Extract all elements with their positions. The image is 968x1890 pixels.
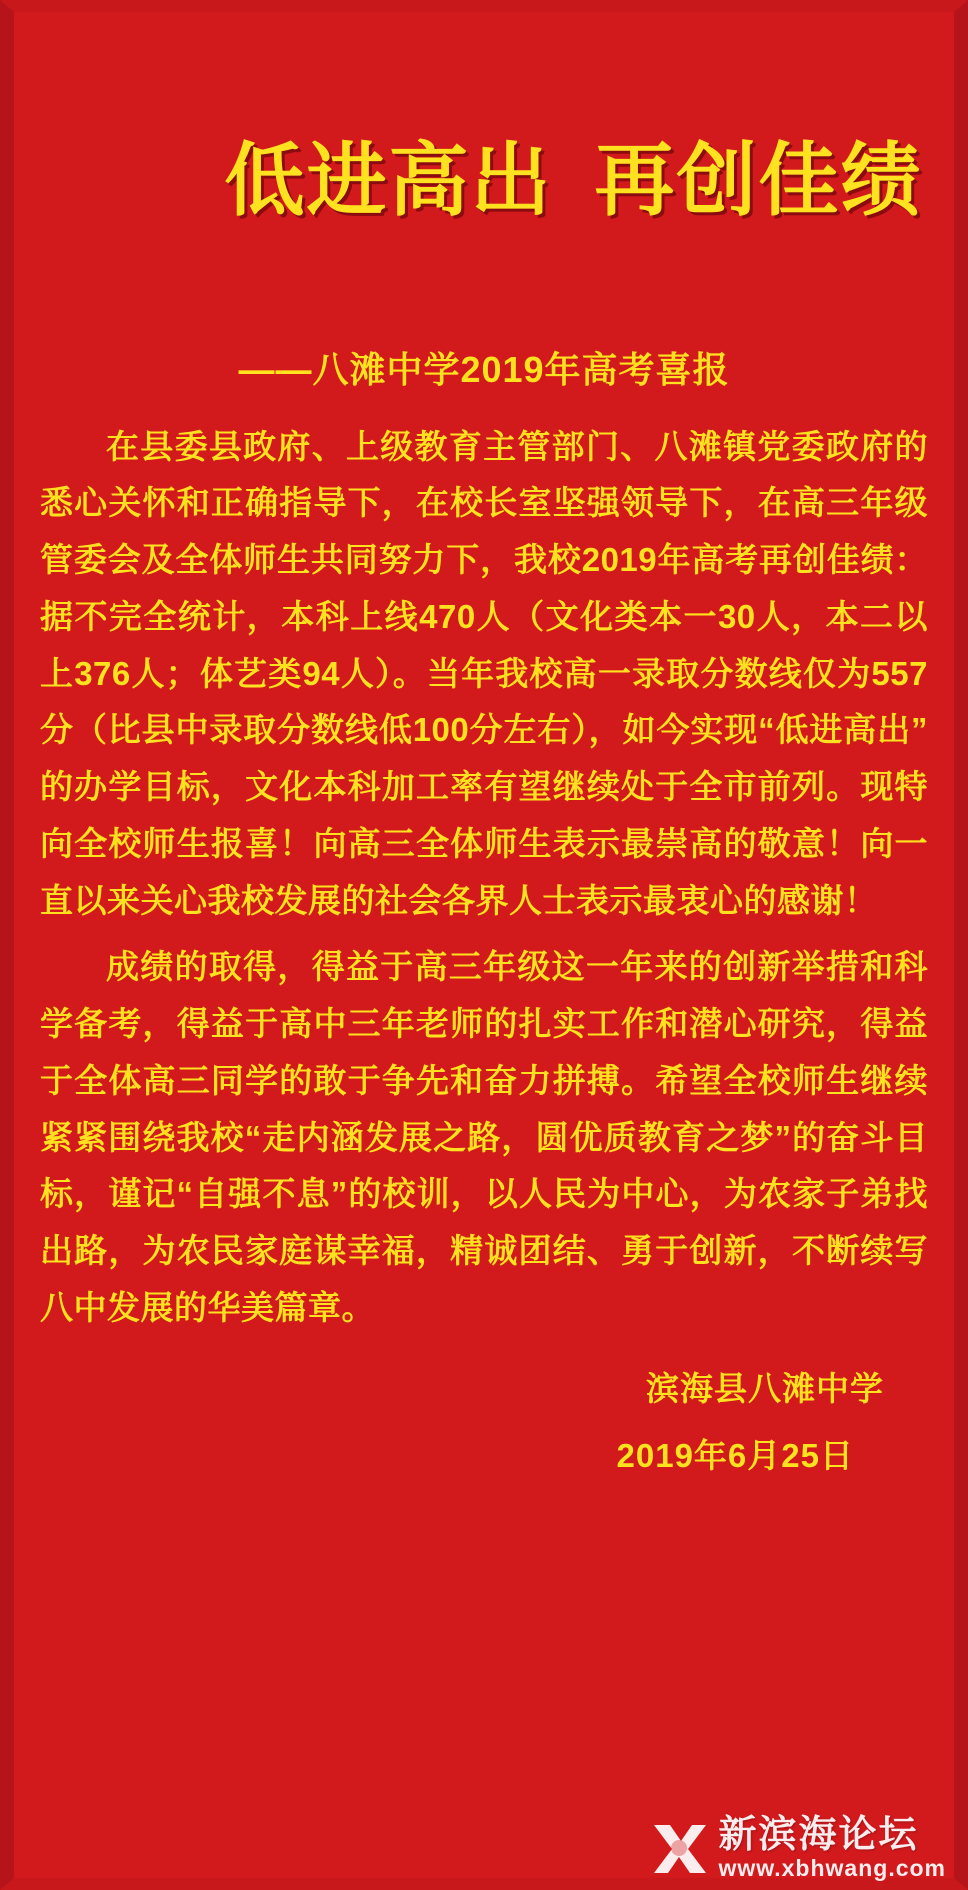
poster-headline xyxy=(40,44,928,318)
x-logo-icon xyxy=(648,1817,710,1879)
watermark xyxy=(648,1813,946,1881)
body-paragraph-2: 成绩的取得，得益于高三年级这一年来的创新举措和科学备考，得益于高中三年老师的扎实工作和潜心研究，得益于全体高三同学的敢于争先和奋力拼搏。希望全校师生继续紧紧围绕我校“走内涵发展之路，圆优质教育之梦”的奋斗目标，谨记“自强不息”的校训，以人民为中心，为农家子弟找出路，为农民家庭谋幸福，精诚团结、勇于创新，不断续写八中发展的华美篇章。 xyxy=(40,948,928,1326)
headline-right-text: 再创佳绩 xyxy=(594,134,923,228)
watermark-site-url: www.xbhwang.com xyxy=(718,1854,946,1881)
poster-body xyxy=(40,419,928,1337)
poster-date: 2019年6月25日 xyxy=(616,1436,854,1474)
body-paragraph-1: 在县委县政府、上级教育主管部门、八滩镇党委政府的悉心关怀和正确指导下，在校长室坚强领导下，在高三年级管委会及全体师生共同努力下，我校2019年高考再创佳绩：据不完全统计，本科上线470人（文化类本一30人，本二以上376人；体艺类94人）。当年我校高一录取分数线仅为557分（比县中录取分数线低100分左右），如今实现“低进高出”的办学目标，文化本科加工率有望继续处于全市前列。现特向全校师生报喜！向高三全体师生表示最崇高的敬意！向一直以来关心我校发展的社会各界人士表示最衷心的感谢！ xyxy=(40,427,928,919)
poster-subtitle: ——八滩中学2019年高考喜报 xyxy=(238,348,730,390)
watermark-texts xyxy=(718,1813,946,1881)
watermark-site-name: 新滨海论坛 xyxy=(718,1813,919,1856)
poster-signature: 滨海县八滩中学 xyxy=(646,1369,884,1407)
headline-left-text: 低进高出 xyxy=(224,134,553,228)
